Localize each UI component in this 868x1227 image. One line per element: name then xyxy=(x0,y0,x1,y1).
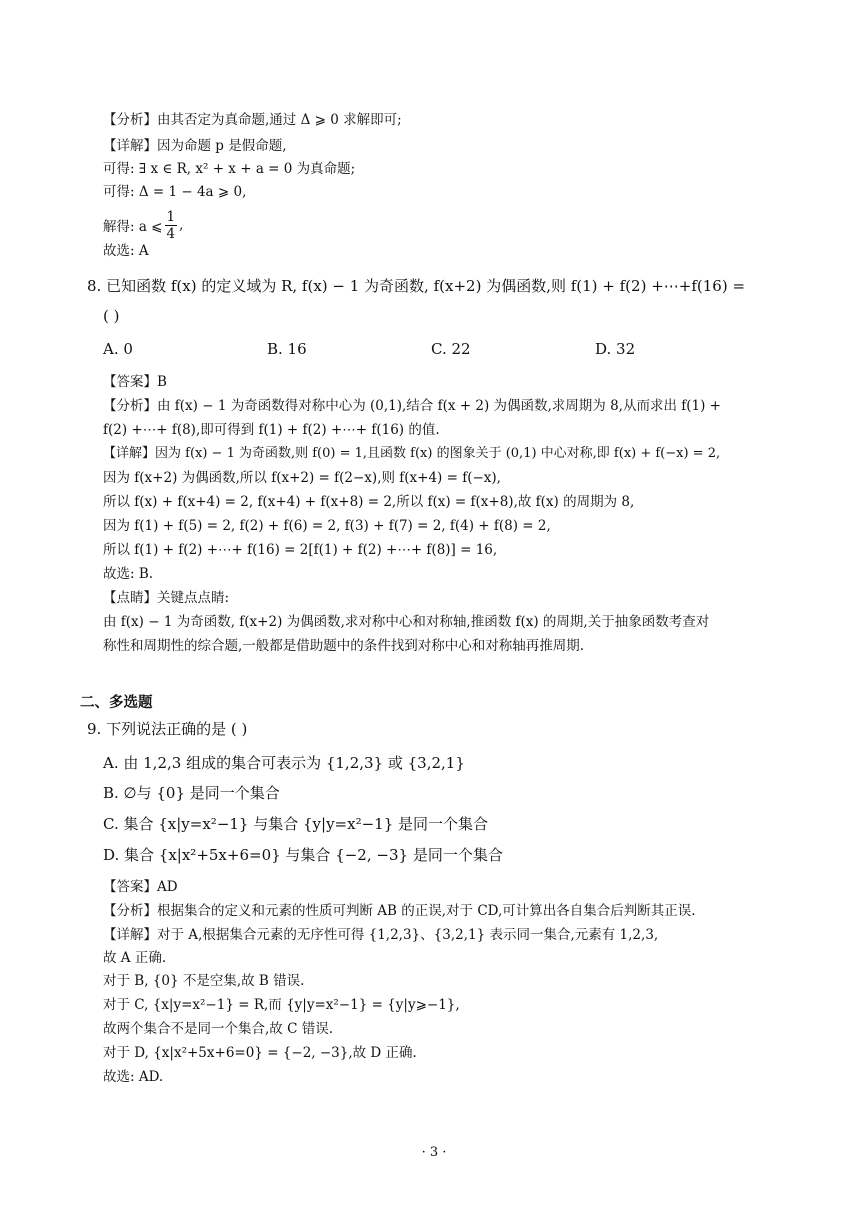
q9-option-a: A. 由 1,2,3 组成的集合可表示为 {1,2,3} 或 {3,2,1} xyxy=(103,754,465,772)
q8-detail-1: 【详解】因为 f(x) − 1 为奇函数,则 f(0) = 1,且函数 f(x) 的图象关于 (0,1) 中心对称,即 f(x) + f(−x) = 2, xyxy=(103,446,721,461)
fraction-denominator: 4 xyxy=(166,225,176,242)
q9-option-c: C. 集合 {x|y=x²−1} 与集合 {y|y=x²−1} 是同一个集合 xyxy=(103,815,489,833)
q7-detail-2: 可得: ∃ x ∈ R, x² + x + a = 0 为真命题; xyxy=(103,161,356,177)
q8-stem-line-1: 8. 已知函数 f(x) 的定义域为 R, f(x) − 1 为奇函数, f(x+2) 为偶函数,则 f(1) + f(2) +⋯+f(16) = xyxy=(87,277,746,295)
section-title: 二、多选题 xyxy=(80,694,153,711)
q9-stem: 9. 下列说法正确的是 ( ) xyxy=(87,720,248,738)
q7-detail-1: 【详解】因为命题 p 是假命题, xyxy=(103,138,287,154)
q8-answer: 【答案】B xyxy=(103,374,167,390)
q9-detail-2: 故 A 正确. xyxy=(103,950,167,966)
q8-detail-2: 因为 f(x+2) 为偶函数,所以 f(x+2) = f(2−x),则 f(x+4) = f(−x), xyxy=(103,470,501,486)
q9-option-b: B. ∅与 {0} 是同一个集合 xyxy=(103,784,280,802)
q8-stem-line-2: ( ) xyxy=(103,307,120,325)
q9-detail-1: 【详解】对于 A,根据集合元素的无序性可得 {1,2,3}、{3,2,1} 表示同一集合,元素有 1,2,3, xyxy=(103,927,659,943)
q7-detail-4-suffix: , xyxy=(179,217,184,233)
q9-detail-3: 对于 B, {0} 不是空集,故 B 错误. xyxy=(103,973,305,989)
q8-option-b: B. 16 xyxy=(267,340,307,358)
q9-choice: 故选: AD. xyxy=(103,1069,164,1085)
q9-answer: 【答案】AD xyxy=(103,879,178,895)
q8-analysis-2: f(2) +⋯+ f(8),即可得到 f(1) + f(2) +⋯+ f(16) 的值. xyxy=(103,422,440,438)
q7-analysis: 【分析】由其否定为真命题,通过 Δ ⩾ 0 求解即可; xyxy=(103,112,402,128)
q7-detail-3: 可得: Δ = 1 − 4a ⩾ 0, xyxy=(103,184,247,200)
q8-choice: 故选: B. xyxy=(103,566,154,582)
q8-comment-2: 由 f(x) − 1 为奇函数, f(x+2) 为偶函数,求对称中心和对称轴,推函数 f(x) 的周期,关于抽象函数考查对 xyxy=(103,614,710,630)
q8-option-c: C. 22 xyxy=(431,340,471,358)
q9-detail-5: 故两个集合不是同一个集合,故 C 错误. xyxy=(103,1021,333,1037)
fraction-numerator: 1 xyxy=(166,208,176,225)
q8-detail-3: 所以 f(x) + f(x+4) = 2, f(x+4) + f(x+8) = 2,所以 f(x) = f(x+8),故 f(x) 的周期为 8, xyxy=(103,494,635,510)
q7-choice: 故选: A xyxy=(103,243,149,259)
q8-detail-5: 所以 f(1) + f(2) +⋯+ f(16) = 2[f(1) + f(2) +⋯+ f(8)] = 16, xyxy=(103,542,498,558)
q9-analysis: 【分析】根据集合的定义和元素的性质可判断 AB 的正误,对于 CD,可计算出各自集合后判断其正误. xyxy=(103,903,696,919)
page-number: · 3 · xyxy=(421,1145,447,1160)
q8-option-d: D. 32 xyxy=(595,340,636,358)
q9-detail-6: 对于 D, {x|x²+5x+6=0} = {−2, −3},故 D 正确. xyxy=(103,1045,417,1061)
q8-comment-title: 【点睛】关键点点睛: xyxy=(103,590,230,606)
fraction xyxy=(165,209,178,242)
q7-detail-4-prefix: 解得: a ⩽ xyxy=(103,219,163,235)
q8-detail-4: 因为 f(1) + f(5) = 2, f(2) + f(6) = 2, f(3) + f(7) = 2, f(4) + f(8) = 2, xyxy=(103,518,551,534)
q9-detail-4: 对于 C, {x|y=x²−1} = R,而 {y|y=x²−1} = {y|y⩾−1}, xyxy=(103,997,460,1013)
q8-comment-3: 称性和周期性的综合题,一般都是借助题中的条件找到对称中心和对称轴再推周期. xyxy=(103,638,585,654)
q8-analysis-1: 【分析】由 f(x) − 1 为奇函数得对称中心为 (0,1),结合 f(x + 2) 为偶函数,求周期为 8,从而求出 f(1) + xyxy=(103,398,721,414)
q9-option-d: D. 集合 {x|x²+5x+6=0} 与集合 {−2, −3} 是同一个集合 xyxy=(103,846,503,864)
q8-option-a: A. 0 xyxy=(103,340,133,358)
